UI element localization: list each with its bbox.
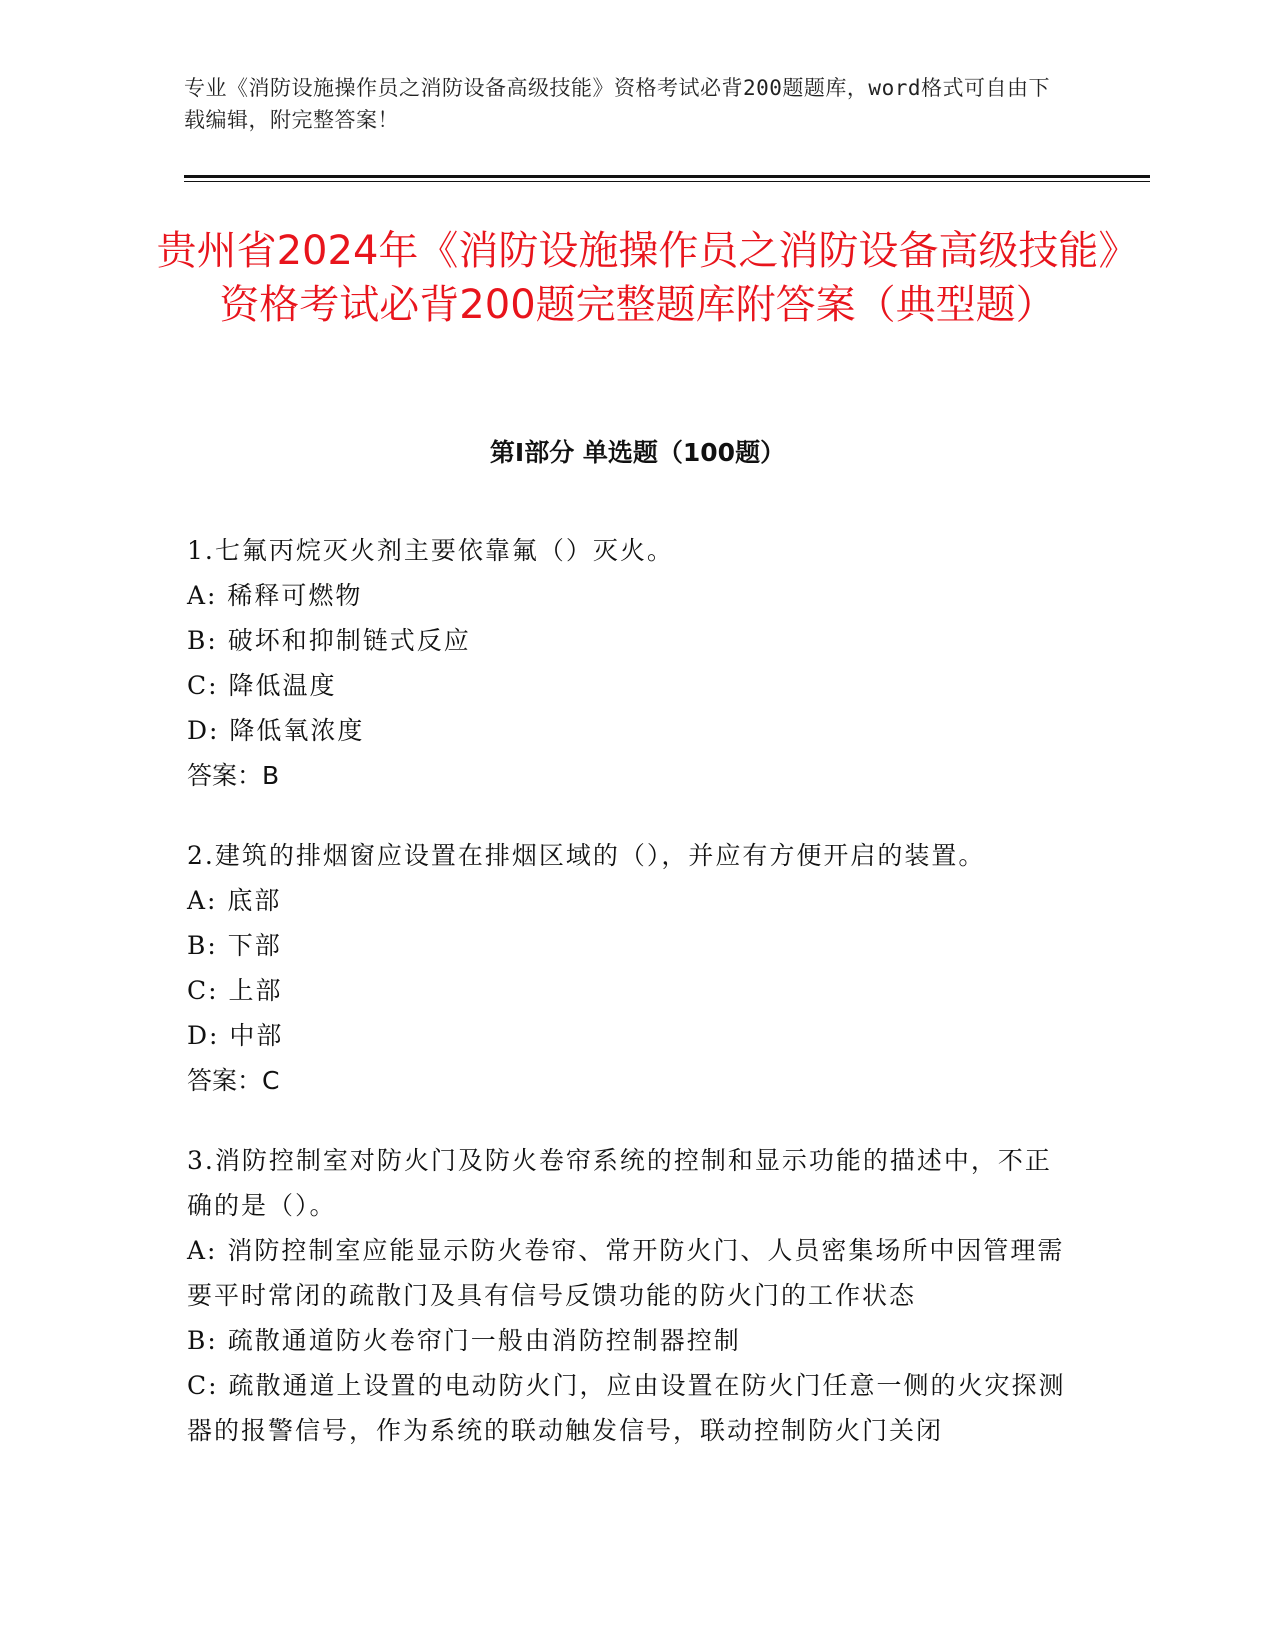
question-text: 2.建筑的排烟窗应设置在排烟区域的（），并应有方便开启的装置。 (187, 841, 986, 870)
option-c: C: 上部 (187, 976, 283, 1005)
answer: 答案：C (187, 1066, 280, 1095)
option-b: B: 疏散通道防火卷帘门一般由消防控制器控制 (187, 1326, 741, 1355)
option-d: D: 降低氧浓度 (187, 716, 365, 745)
answer: 答案：B (187, 761, 280, 790)
document-title: 贵州省2024年《消防设施操作员之消防设备高级技能》资格考试必背200题完整题库附答案（典型题） (156, 228, 1119, 328)
section-heading: 第Ⅰ部分 单选题（100题） (489, 438, 786, 467)
question-3 (187, 1138, 1077, 1453)
question-2 (187, 833, 1077, 1103)
option-a: A: 消防控制室应能显示防火卷帘、常开防火门、人员密集场所中因管理需要平时常闭的疏散门及具有信号反馈功能的防火门的工作状态 (187, 1236, 1065, 1310)
option-c: C: 降低温度 (187, 671, 337, 700)
question-list (187, 528, 1077, 1488)
header-rule-thick (184, 175, 1150, 178)
question-text: 3.消防控制室对防火门及防火卷帘系统的控制和显示功能的描述中，不正确的是（）。 (187, 1146, 1052, 1220)
option-a: A: 稀释可燃物 (187, 581, 363, 610)
question-1 (187, 528, 1077, 798)
question-text: 1.七氟丙烷灭火剂主要依靠氟（）灭火。 (187, 536, 674, 565)
option-b: B: 破坏和抑制链式反应 (187, 626, 471, 655)
header-note: 专业《消防设施操作员之消防设备高级技能》资格考试必背200题题库，word格式可自由下载编辑，附完整答案！ (184, 76, 1050, 132)
option-a: A: 底部 (187, 886, 282, 915)
option-b: B: 下部 (187, 931, 282, 960)
option-d: D: 中部 (187, 1021, 284, 1050)
header-rule-thin (184, 181, 1150, 182)
option-c: C: 疏散通道上设置的电动防火门，应由设置在防火门任意一侧的火灾探测器的报警信号，作为系统的联动触发信号，联动控制防火门关闭 (187, 1371, 1066, 1445)
